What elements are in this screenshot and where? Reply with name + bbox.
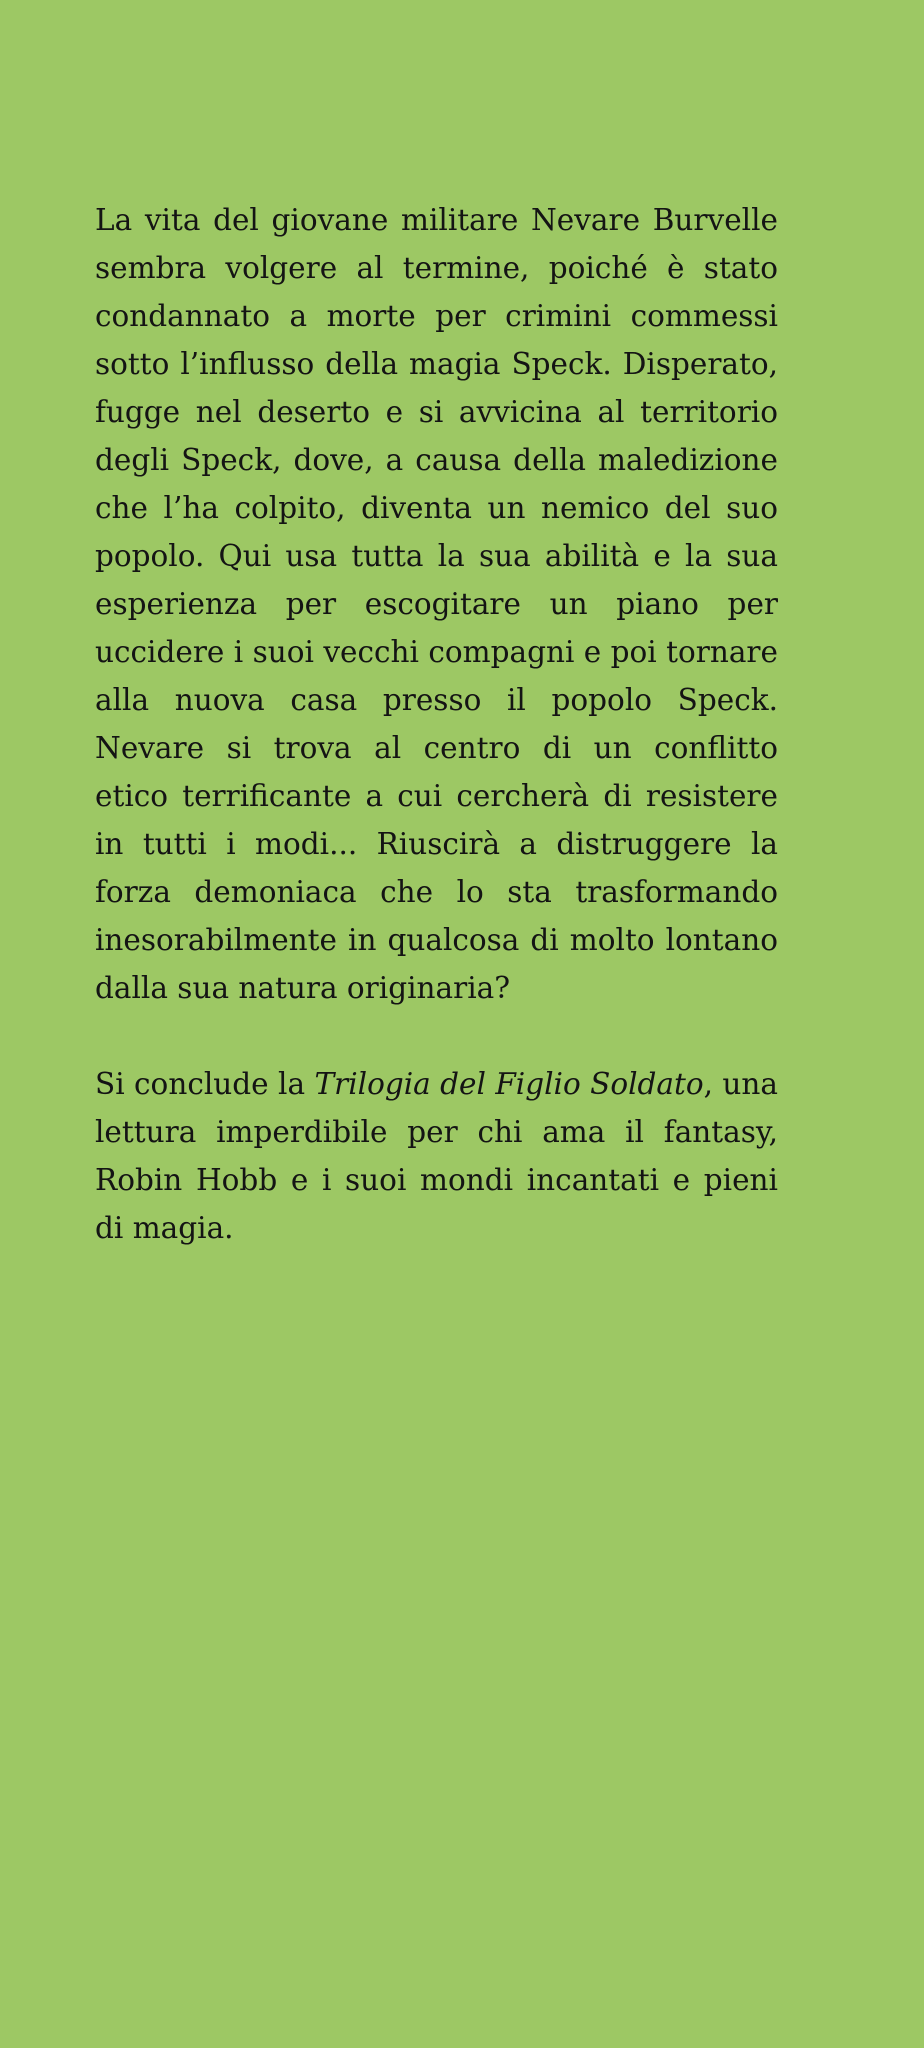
text-line: degli Speck, dove, a causa della maledizione (95, 443, 778, 477)
text-line: dalla sua natura originaria? (95, 971, 511, 1005)
paragraph-gap (95, 1012, 778, 1060)
text-segment: Si conclude la (95, 1067, 315, 1101)
text-line: in tutti i modi... Riuscirà a distruggere la (95, 827, 778, 861)
text-line: di magia. (95, 1211, 234, 1245)
text-line: popolo. Qui usa tutta la sua abilità e la sua (95, 539, 778, 573)
text-line: Nevare si trova al centro di un conflitto (95, 731, 778, 765)
text-line: esperienza per escogitare un piano per (95, 587, 778, 621)
text-line: alla nuova casa presso il popolo Speck. (95, 683, 778, 717)
text-line: condannato a morte per crimini commessi (95, 299, 778, 333)
text-line: forza demoniaca che lo sta trasformando (95, 875, 778, 909)
text-line: fugge nel deserto e si avvicina al territorio (95, 395, 778, 429)
book-series-title: Trilogia del Figlio Soldato (314, 1067, 704, 1101)
text-segment: , una (703, 1067, 778, 1101)
text-line: La vita del giovane militare Nevare Burvelle (95, 203, 778, 237)
text-line: sembra volgere al termine, poiché è stato (95, 251, 778, 285)
back-cover-blurb (95, 196, 778, 1252)
text-line: inesorabilmente in qualcosa di molto lontano (95, 923, 778, 957)
text-line: lettura imperdibile per chi ama il fantasy, (95, 1115, 778, 1149)
text-line: Robin Hobb e i suoi mondi incantati e pieni (95, 1163, 778, 1197)
text-line: sotto l’influsso della magia Speck. Disperato, (95, 347, 778, 381)
text-line: uccidere i suoi vecchi compagni e poi tornare (95, 635, 778, 669)
text-line: etico terrificante a cui cercherà di resistere (95, 779, 778, 813)
text-line: che l’ha colpito, diventa un nemico del suo (95, 491, 778, 525)
text-line (95, 1060, 778, 1108)
